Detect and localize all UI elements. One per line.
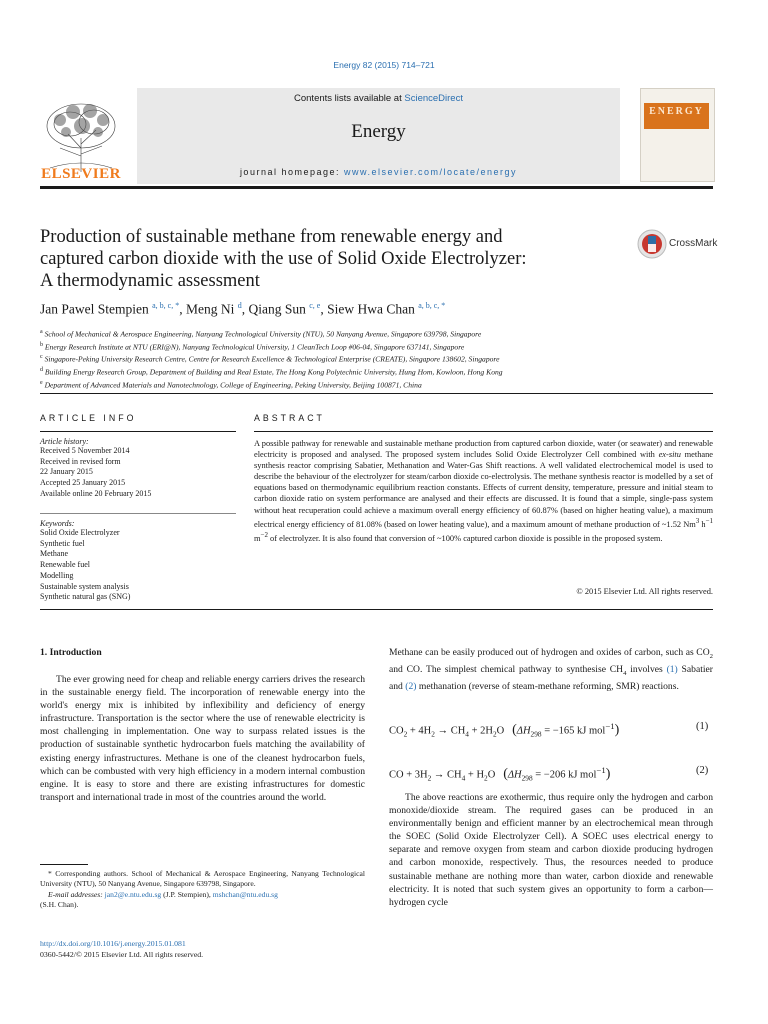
equation-1: $CO_2 + 4H_2 \to CH_4 + 2H_2O$ ($\Delta H_{298} = -165$ kJ mol$^{-1}$) — [389, 721, 620, 739]
abstract-text: A possible pathway for renewable and sustainable methane production from captured carbon dioxide, water (or seawater) and renewable electricity is proposed and analysed. The proposed system includes Solid Oxide Electrolyzer Cell combined with ex-situ methane synthesis reactor comprising Sabatier, Methanation and Water-Gas Shift reactions. A well validated electrochemical model is used to describe the behaviour of the electrolyzer for steam/carbon dioxide co-electrolysis. The methane synthesis reactor is modelled by a set of equations based on thermodynamic equilibrium reaction constants. Effects of current density, temperature, pressure and initial steam to carbon dioxide ratio on system performance are analysed and their effects are discussed. It is found that a simple, single-pass system without heat recuperation could achieve a maximum overall energy efficiency of 60.87% (based on higher heating value), a maximum electrical energy efficiency of 81.08% (based on lower heating value), and a maximum amount of methane production of ~1.52 Nm$^3$ $h^{-1}$ $m^{-2}$ of electrolyzer. It is also found that conversion of ~100% captured carbon dioxide is possible in the proposed system. — [254, 439, 714, 543]
equation-2-number: (2) — [696, 765, 709, 776]
contents-prefix: Contents lists available at — [294, 93, 405, 104]
article-info-heading: ARTICLE INFO — [40, 413, 137, 423]
email-link[interactable]: mshchan@ntu.edu.sg — [212, 889, 278, 899]
article-history — [40, 437, 236, 500]
author-name: Jan Pawel Stempien — [40, 301, 149, 317]
title-rule — [40, 393, 713, 394]
author-name: Meng Ni — [185, 301, 235, 317]
history-label: Article history: — [40, 437, 89, 446]
affiliation-item: $^c$ Singapore-Peking University Research Centre, Centre for Research Excellence & Technological Enterprise (CREATE), Singapore 138602, Singapore — [40, 354, 500, 364]
abstract-heading: ABSTRACT — [254, 413, 325, 423]
author-affiliation-ref[interactable]: c, e — [309, 301, 321, 310]
history-item: 22 January 2015 — [40, 467, 93, 477]
keyword-item: Synthetic natural gas (SNG) — [40, 592, 131, 602]
author-separator: , — [320, 301, 328, 317]
history-item: Available online 20 February 2015 — [40, 488, 152, 498]
title-line: Production of sustainable methane from renewable energy and — [40, 227, 503, 247]
history-item: Received in revised form — [40, 456, 121, 466]
equation-ref-1[interactable]: (1) — [666, 664, 678, 675]
sciencedirect-link[interactable]: ScienceDirect — [404, 93, 463, 104]
history-item: Received 5 November 2014 — [40, 446, 130, 455]
introduction-heading: 1. Introduction — [40, 647, 102, 658]
keyword-item: Solid Oxide Electrolyzer — [40, 528, 120, 537]
equation-ref-2[interactable]: (2) — [405, 681, 417, 692]
equation-1-number: (1) — [696, 721, 709, 732]
affiliation-item: $^a$ School of Mechanical & Aerospace Engineering, Nanyang Technological University (NTU), 50 Nanyang Avenue, Singapore 639798, Singapore — [40, 329, 482, 339]
keyword-item: Sustainable system analysis — [40, 581, 129, 591]
title-line: A thermodynamic assessment — [40, 271, 260, 291]
crossmark-label[interactable]: CrossMark — [669, 238, 718, 249]
equation-2-value: −206 kJ mol — [543, 769, 597, 781]
intro-left-paragraph: The ever growing need for cheap and reliable energy carriers drives the research in the sustainable energy field. The incorporation of renewable energy into the world's energy mix is inhibited by inflexibility and deficiency of energy infrastructure. Transportation is the sector where the use of renewable electricity is most challenging in implementation. One way to surpass related issues is the production of sustainable synthetic hydrocarbon fuels matching the availability of existing energy infrastructures. Methane is one of the cleanest hydrocarbon fuels, which can be combusted with very high efficiency in a modern internal combustion engine. It is easy to store and there are existing infrastructures for domestic transport and international trade in most of the countries around the world. — [40, 674, 365, 803]
intro-right-paragraph: Methane can be easily produced out of hydrogen and oxides of carbon, such as $CO_2$ and CO. The simplest chemical pathway to synthesise $CH_4$ involves (1) Sabatier and (2) methanation (reverse of steam-methane reforming, SMR) reactions. — [389, 647, 713, 692]
homepage-prefix: journal homepage: — [239, 167, 344, 177]
affiliation-item: $^d$ Building Energy Research Group, Department of Building and Real Estate, The Hong Kong Polytechnic University, Hung Hom, Kowloon, Hong Kong — [40, 367, 503, 377]
affiliations — [40, 327, 720, 391]
keywords-label: Keywords: — [40, 519, 75, 528]
journal-citation[interactable]: Energy 82 (2015) 714–721 — [333, 60, 435, 70]
journal-name: Energy — [351, 121, 406, 142]
author-name: Qiang Sun — [248, 301, 306, 317]
author-separator: , — [179, 301, 186, 317]
title-line: captured carbon dioxide with the use of Solid Oxide Electrolyzer: — [40, 249, 527, 269]
article-title — [40, 226, 620, 292]
publisher-wordmark: ELSEVIER — [41, 166, 121, 182]
keywords-rule — [40, 513, 236, 514]
abstract-bottom-rule — [40, 609, 713, 610]
author-separator: , — [241, 301, 249, 317]
keyword-item: Methane — [40, 549, 68, 559]
doi-block — [40, 939, 203, 960]
doi-link[interactable]: http://dx.doi.org/10.1016/j.energy.2015.01.081 — [40, 939, 186, 948]
author-list — [40, 301, 720, 318]
header-rule — [40, 186, 713, 189]
intro-right-paragraph-2: The above reactions are exothermic, thus require only the hydrogen and carbon monoxide/dioxide stream. The required gases can be produced in an environmentally benign and efficient manner by an electrochemical mean through the SOEC (Solid Oxide Electrolyzer Cell). A SOEC uses electrical energy to separate and remove oxygen from steam and carbon dioxide producing hydrogen and carbon monoxide, respectively. Thus, the resources needed to produce sustainable methane are nothing more than water, carbon dioxide and renewable electricity. It is noted that such system gives an opportunity to form a carbon—hydrogen cycle — [389, 792, 713, 908]
equation-2: CO + $3H_2 \to CH_4 + H_2O$ ($\Delta H_{298} = -206$ kJ mol$^{-1}$) — [389, 765, 611, 783]
issn-line: 0360-5442/© 2015 Elsevier Ltd. All rights reserved. — [40, 949, 204, 959]
journal-homepage — [137, 167, 620, 177]
crossmark-icon[interactable] — [637, 229, 667, 259]
keyword-item: Synthetic fuel — [40, 538, 85, 548]
keyword-item: Renewable fuel — [40, 560, 90, 570]
abstract-rule — [254, 431, 713, 432]
contents-line — [137, 93, 620, 104]
email-link[interactable]: jan2@e.ntu.edu.sg — [104, 889, 162, 899]
author-name: Siew Hwa Chan — [327, 301, 415, 317]
homepage-link[interactable]: www.elsevier.com/locate/energy — [344, 167, 518, 177]
affiliation-item: $^e$ Department of Advanced Materials and Nanotechnology, College of Engineering, Peking University, Beijing 100871, China — [40, 379, 422, 390]
abstract-copyright: © 2015 Elsevier Ltd. All rights reserved. — [576, 587, 713, 596]
cover-title: ENERGY — [649, 106, 704, 117]
author-affiliation-ref[interactable]: a, b, c, * — [152, 301, 180, 310]
article-info-rule — [40, 431, 236, 432]
equation-1-value: −165 kJ mol — [552, 725, 606, 737]
author-affiliation-ref[interactable]: a, b, c, * — [418, 301, 446, 310]
keyword-item: Modelling — [40, 570, 74, 580]
keywords — [40, 519, 236, 603]
corresponding-author-footnote: * Corresponding authors. School of Mechanical & Aerospace Engineering, Nanyang Technological University (NTU), 50 Nanyang Avenue, Singapore 639798, Singapore. E-mail addresses: jan2@e.ntu.edu.sg (J.P. Stempien), mshchan@ntu.edu.sg (S.H. Chan). — [40, 869, 365, 909]
footnote-rule — [40, 864, 88, 865]
history-item: Accepted 25 January 2015 — [40, 478, 126, 488]
author-affiliation-ref[interactable]: d — [237, 301, 242, 310]
affiliation-item: $^b$ Energy Research Institute at NTU (ERI@N), Nanyang Technological University, 1 CleanTech Loop #06-04, Singapore 637141, Singapore — [40, 341, 465, 352]
